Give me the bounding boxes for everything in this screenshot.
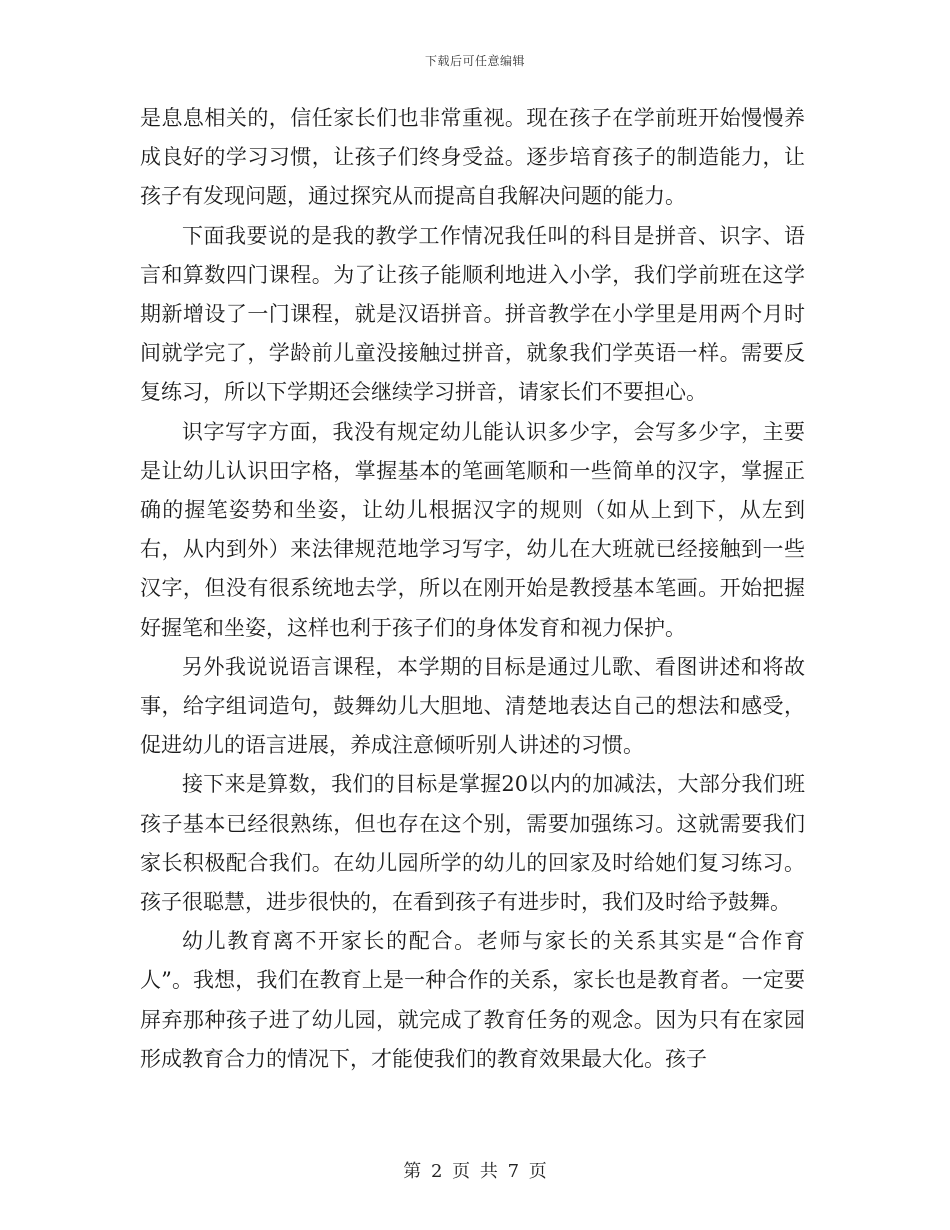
- page-number-footer: 第 2 页 共 7 页: [403, 1161, 547, 1182]
- paragraph-language-course: 另外我说说语言课程，本学期的目标是通过儿歌、看图讲述和将故事，给字组词造句，鼓舞幼儿大胆地、清楚地表达自己的想法和感受，促进幼儿的语言进展，养成注意倾听别人讲述的习惯。: [140, 654, 805, 758]
- page-header: 下载后可任意编辑: [424, 54, 525, 68]
- paragraph-parent-cooperation: 幼儿教育离不开家长的配合。老师与家长的关系其实是“合作育人”。我想，我们在教育上是一种合作的关系，家长也是教育者。一定要屏弃那种孩子进了幼儿园，就完成了教育任务的观念。因为只有在家园形成教育合力的情况下，才能使我们的教育效果最大化。孩子: [140, 929, 805, 1071]
- paragraph-continued: 是息息相关的，信任家长们也非常重视。现在孩子在学前班开始慢慢养成良好的学习习惯，让孩子们终身受益。逐步培育孩子的制造能力，让孩子有发现问题，通过探究从而提高自我解决问题的能力。: [140, 106, 805, 209]
- paragraph-teaching-work: 下面我要说的是我的教学工作情况我任叫的科目是拼音、识字、语言和算数四门课程。为了让孩子能顺利地进入小学，我们学前班在这学期新增设了一门课程，就是汉语拼音。拼音教学在小学里是用两个月时间就学完了，学龄前儿童没接触过拼音，就象我们学英语一样。需要反复练习，所以下学期还会继续学习拼音，请家长们不要担心。: [140, 223, 805, 405]
- document-body: [140, 99, 805, 1079]
- paragraph-arithmetic: 接下来是算数，我们的目标是掌握20以内的加减法，大部分我们班孩子基本已经很熟练，但也存在这个别，需要加强练习。这就需要我们家长积极配合我们。在幼儿园所学的幼儿的回家及时给她们复习练习。孩子很聪慧，进步很快的，在看到孩子有进步时，我们及时给予鼓舞。: [140, 772, 805, 915]
- paragraph-literacy-writing: 识字写字方面，我没有规定幼儿能认识多少字，会写多少字，主要是让幼儿认识田字格，掌握基本的笔画笔顺和一些简单的汉字，掌握正确的握笔姿势和坐姿，让幼儿根据汉字的规则（如从上到下，从左到右，从内到外）来法律规范地学习写字，幼儿在大班就已经接触到一些汉字，但没有很系统地去学，所以在刚开始是教授基本笔画。开始把握好握笔和坐姿，这样也利于孩子们的身体发育和视力保护。: [140, 419, 805, 640]
